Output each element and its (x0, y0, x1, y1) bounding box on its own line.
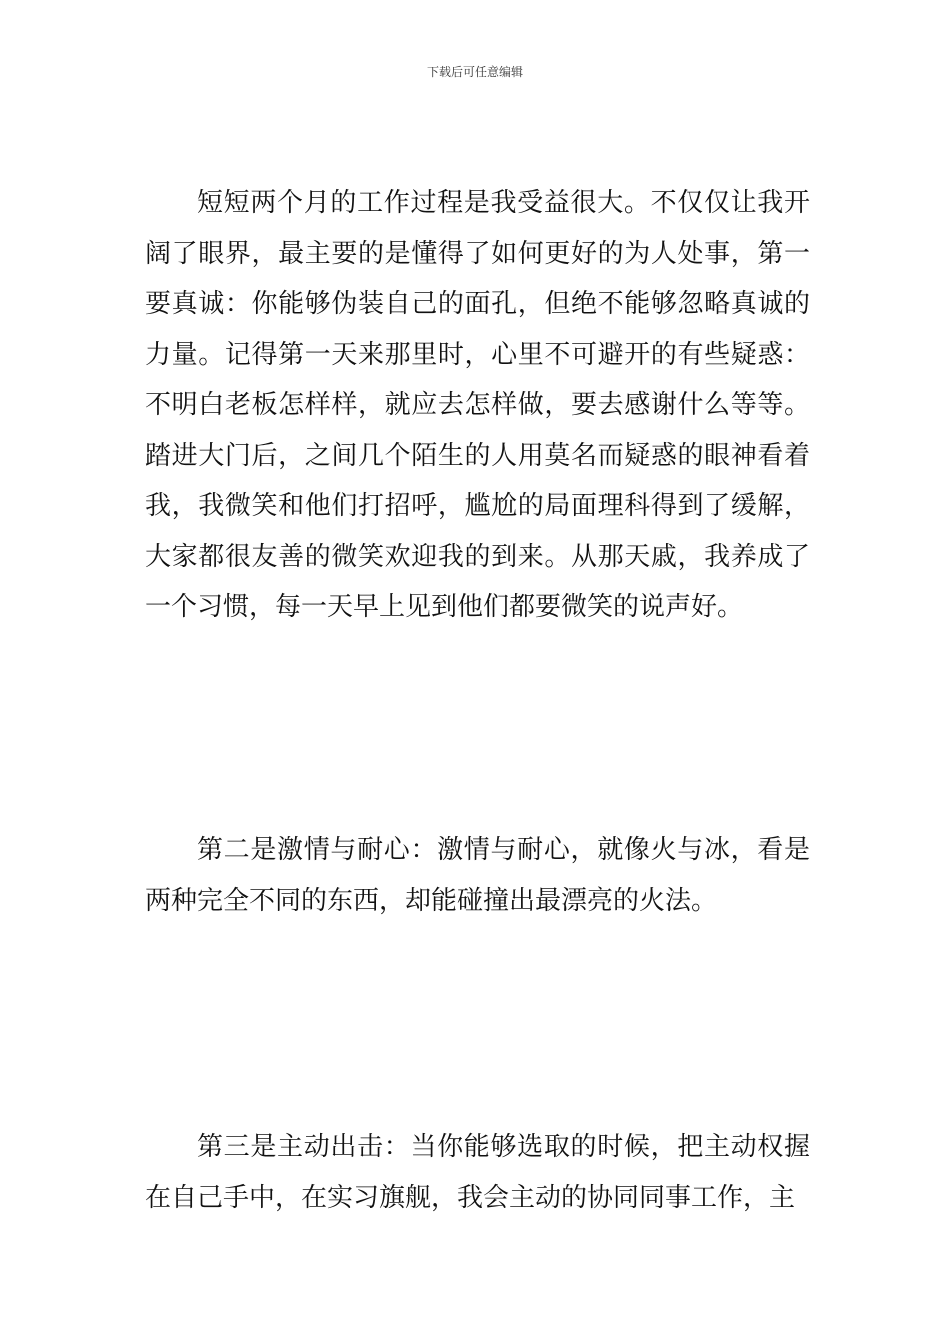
paragraph-2: 第二是激情与耐心：激情与耐心，就像火与冰，看是两种完全不同的东西，却能碰撞出最漂亮的火法。 (145, 835, 810, 916)
paragraph-1: 短短两个月的工作过程是我受益很大。不仅仅让我开阔了眼界，最主要的是懂得了如何更好的为人处事，第一要真诚：你能够伪装自己的面孔，但绝不能够忽略真诚的力量。记得第一天来那里时，心里不可避开的有些疑惑：不明白老板怎样样，就应去怎样做，要去感谢什么等等。踏进大门后，之间几个陌生的人用莫名而疑惑的眼神看着我，我微笑和他们打招呼，尴尬的局面理科得到了缓解，大家都很友善的微笑欢迎我的到来。从那天戚，我养成了一个习惯，每一天早上见到他们都要微笑的说声好。 (145, 188, 810, 622)
paragraph-3: 第三是主动出击：当你能够选取的时候，把主动权握在自己手中，在实习旗舰，我会主动的协同同事工作，主 (145, 1132, 810, 1213)
page-header-note: 下载后可任意编辑 (426, 65, 523, 79)
